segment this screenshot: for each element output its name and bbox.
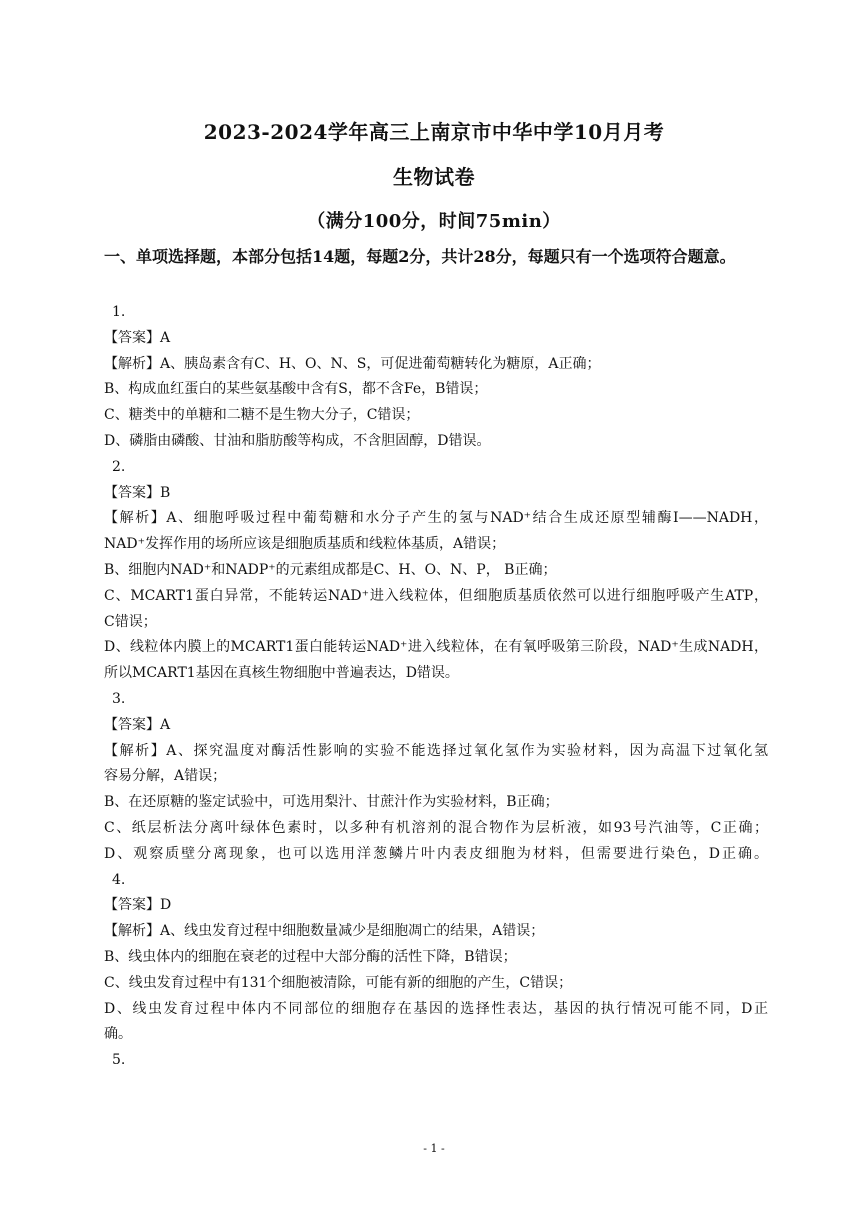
exam-title: 2023-2024学年高三上南京市中华中学10月月考	[203, 120, 665, 144]
question-number: 1.	[112, 304, 126, 320]
answer-line: 所以MCART1基因在真核生物细胞中普遍表达，D错误。	[104, 665, 459, 682]
answer-line: 【解析】A、线虫发育过程中细胞数量减少是细胞凋亡的结果，A错误；	[104, 923, 545, 940]
answer-line: 【答案】A	[104, 329, 171, 346]
answer-line: 【答案】A	[104, 716, 171, 733]
answer-line: B、线虫体内的细胞在衰老的过程中大部分酶的活性下降，B错误；	[104, 948, 517, 965]
answer-line: 【答案】B	[104, 484, 171, 501]
page-number: - 1 -	[423, 1142, 445, 1155]
answer-line: D、磷脂由磷酸、甘油和脂肪酸等构成，不含胆固醇，D错误。	[104, 432, 491, 449]
answer-line: 【解析】A、胰岛素含有C、H、O、N、S，可促进葡萄糖转化为糖原，A正确；	[104, 355, 601, 372]
answer-line: B、细胞内NAD⁺和NADP⁺的元素组成都是C、H、O、N、P， B正确；	[104, 561, 557, 578]
answer-line: 确。	[104, 1026, 132, 1043]
answer-line: 容易分解，A错误；	[104, 768, 227, 785]
answer-line: C、糖类中的单糖和二糖不是生物大分子，C错误；	[104, 407, 420, 424]
section-heading: 一、单项选择题，本部分包括14题，每题2分，共计28分，每题只有一个选项符合题意。	[104, 247, 736, 266]
question-number: 3.	[112, 690, 126, 707]
answer-line: D、线粒体内膜上的MCART1蛋白能转运NAD⁺进入线粒体，在有氧呼吸第三阶段，NAD⁺生成NADH，	[104, 639, 768, 656]
answer-line: 【解析】A、探究温度对酶活性影响的实验不能选择过氧化氢作为实验材料，因为高温下过氧化氢	[104, 742, 768, 759]
answer-line: 【答案】D	[104, 897, 172, 914]
answer-line: NAD⁺发挥作用的场所应该是细胞质基质和线粒体基质，A错误；	[104, 536, 506, 553]
answer-line: C错误；	[104, 613, 157, 630]
answer-line: 【解析】A、细胞呼吸过程中葡萄糖和水分子产生的氢与NAD⁺结合生成还原型辅酶I——NADH，	[104, 510, 768, 527]
answer-line: C、线虫发育过程中有131个细胞被清除，可能有新的细胞的产生，C错误；	[104, 974, 573, 991]
exam-subject: 生物试卷	[393, 165, 475, 189]
answer-body	[104, 300, 768, 1074]
answer-line: B、构成血红蛋白的某些氨基酸中含有S，都不含Fe，B错误；	[104, 381, 488, 398]
answer-line: C、纸层析法分离叶绿体色素时，以多种有机溶剂的混合物作为层析液，如93号汽油等，C正确；	[104, 819, 768, 836]
answer-line: C、MCART1蛋白异常，不能转运NAD⁺进入线粒体，但细胞质基质依然可以进行细胞呼吸产生ATP，	[104, 587, 768, 604]
exam-meta: （满分100分，时间75min）	[307, 211, 561, 232]
question-number: 4.	[112, 871, 126, 888]
answer-line: B、在还原糖的鉴定试验中，可选用梨汁、甘蔗汁作为实验材料，B正确；	[104, 794, 559, 811]
answer-line: D、观察质壁分离现象，也可以选用洋葱鳞片叶内表皮细胞为材料，但需要进行染色，D正确。	[104, 845, 768, 862]
question-number: 5.	[112, 1052, 126, 1069]
answer-line: D、线虫发育过程中体内不同部位的细胞存在基因的选择性表达，基因的执行情况可能不同，D正	[104, 1000, 768, 1017]
question-number: 2.	[112, 458, 126, 475]
